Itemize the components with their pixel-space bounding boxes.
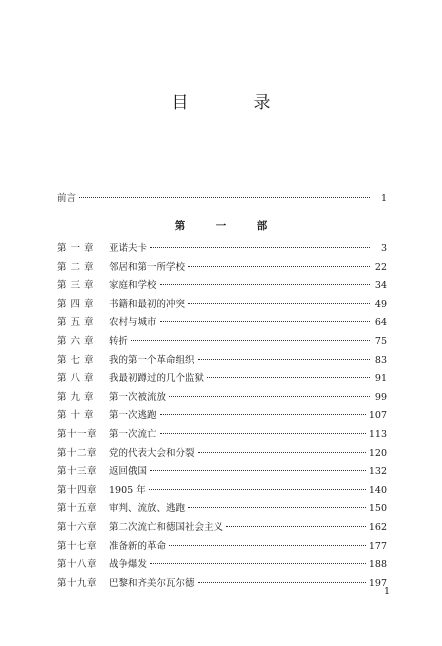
chapter-number: 第十五章: [57, 503, 98, 515]
chapter-number: 第 九 章: [57, 391, 95, 403]
toc-entry[interactable]: [57, 407, 387, 426]
toc-entry[interactable]: [57, 519, 387, 538]
chapter-title: 第二次流亡和德国社会主义: [109, 521, 224, 533]
chapter-page-number: 150: [368, 503, 387, 515]
chapter-title: 巴黎和齐美尔瓦尔德: [109, 577, 195, 589]
table-of-contents: [57, 240, 387, 593]
chapter-page-number: 83: [374, 354, 387, 366]
chapter-page-number: 99: [374, 391, 387, 403]
chapter-title: 邻居和第一所学校: [109, 261, 186, 273]
dot-leader: [131, 340, 370, 341]
dot-leader: [169, 545, 366, 546]
dot-leader: [188, 507, 366, 508]
dot-leader: [160, 284, 370, 285]
chapter-title: 书籍和最初的冲突: [109, 298, 186, 310]
chapter-number: 第十六章: [57, 521, 98, 533]
chapter-number: 第 十 章: [57, 410, 95, 422]
chapter-page-number: 34: [374, 280, 387, 292]
toc-entry[interactable]: [57, 500, 387, 519]
chapter-number: 第 七 章: [57, 354, 95, 366]
toc-entry[interactable]: [57, 259, 387, 278]
dot-leader: [160, 433, 366, 434]
toc-entry[interactable]: [57, 482, 387, 501]
chapter-title: 第一次流亡: [109, 428, 157, 440]
chapter-number: 第十四章: [57, 484, 98, 496]
toc-entry[interactable]: [57, 296, 387, 315]
chapter-page-number: 3: [380, 243, 387, 254]
toc-entry[interactable]: [57, 333, 387, 352]
chapter-number: 第十九章: [57, 577, 98, 589]
chapter-title: 亚诺夫卡: [109, 243, 148, 254]
chapter-title: 1905 年: [109, 484, 146, 496]
dot-leader: [198, 452, 366, 453]
preface-page-number: 1: [380, 193, 387, 204]
chapter-page-number: 64: [374, 317, 387, 329]
chapter-page-number: 113: [368, 428, 387, 440]
dot-leader: [150, 470, 366, 471]
chapter-page-number: 177: [368, 540, 387, 552]
part-heading: 第 一 部: [174, 220, 278, 232]
dot-leader: [169, 396, 370, 397]
chapter-page-number: 188: [368, 559, 387, 571]
chapter-page-number: 91: [374, 373, 387, 385]
toc-entry[interactable]: [57, 426, 387, 445]
chapter-number: 第 八 章: [57, 373, 95, 385]
chapter-page-number: 49: [374, 298, 387, 310]
preface-label: 前言: [57, 193, 77, 204]
dot-leader: [160, 321, 370, 322]
dot-leader: [207, 377, 370, 378]
chapter-number: 第十一章: [57, 428, 98, 440]
dot-leader: [198, 359, 370, 360]
chapter-page-number: 75: [374, 335, 387, 347]
chapter-number: 第 五 章: [57, 317, 95, 329]
chapter-page-number: 132: [368, 466, 387, 478]
dot-leader: [79, 197, 370, 198]
chapter-page-number: 140: [368, 484, 387, 496]
chapter-title: 党的代表大会和分裂: [109, 447, 195, 459]
toc-entry[interactable]: [57, 314, 387, 333]
chapter-title: 家庭和学校: [109, 280, 157, 292]
chapter-number: 第 一 章: [57, 243, 95, 254]
toc-entry[interactable]: [57, 575, 387, 594]
dot-leader: [150, 247, 370, 248]
dot-leader: [188, 303, 370, 304]
chapter-title: 战争爆发: [109, 559, 148, 571]
toc-entry[interactable]: [57, 463, 387, 482]
dot-leader: [160, 414, 366, 415]
toc-entry[interactable]: [57, 538, 387, 557]
dot-leader: [226, 526, 366, 527]
dot-leader: [198, 582, 366, 583]
chapter-title: 转折: [109, 335, 129, 347]
chapter-number: 第 四 章: [57, 298, 95, 310]
chapter-title: 我最初蹲过的几个监狱: [109, 373, 205, 385]
chapter-title: 第一次被流放: [109, 391, 167, 403]
toc-entry[interactable]: [57, 370, 387, 389]
chapter-number: 第十七章: [57, 540, 98, 552]
chapter-title: 我的第一个革命组织: [109, 354, 195, 366]
chapter-number: 第十三章: [57, 466, 98, 478]
chapter-number: 第 三 章: [57, 280, 95, 292]
page-title: 目 录: [171, 93, 295, 113]
chapter-page-number: 197: [368, 577, 387, 589]
toc-entry[interactable]: [57, 389, 387, 408]
chapter-number: 第十八章: [57, 559, 98, 571]
toc-entry[interactable]: [57, 277, 387, 296]
toc-entry[interactable]: [57, 352, 387, 371]
chapter-number: 第 二 章: [57, 261, 95, 273]
chapter-page-number: 22: [374, 261, 387, 273]
chapter-page-number: 107: [368, 410, 387, 422]
chapter-number: 第 六 章: [57, 335, 95, 347]
page-folio: 1: [384, 586, 391, 597]
toc-entry[interactable]: [57, 556, 387, 575]
dot-leader: [149, 489, 366, 490]
chapter-title: 准备新的革命: [109, 540, 167, 552]
chapter-title: 第一次逃跑: [109, 410, 157, 422]
chapter-title: 返回俄国: [109, 466, 148, 478]
chapter-page-number: 162: [368, 521, 387, 533]
chapter-title: 农村与城市: [109, 317, 157, 329]
toc-entry[interactable]: [57, 445, 387, 464]
dot-leader: [150, 563, 366, 564]
preface-entry[interactable]: [57, 190, 387, 204]
chapter-title: 审判、流放、逃跑: [109, 503, 186, 515]
chapter-number: 第十二章: [57, 447, 98, 459]
toc-entry[interactable]: [57, 240, 387, 259]
dot-leader: [188, 266, 370, 267]
chapter-page-number: 120: [368, 447, 387, 459]
